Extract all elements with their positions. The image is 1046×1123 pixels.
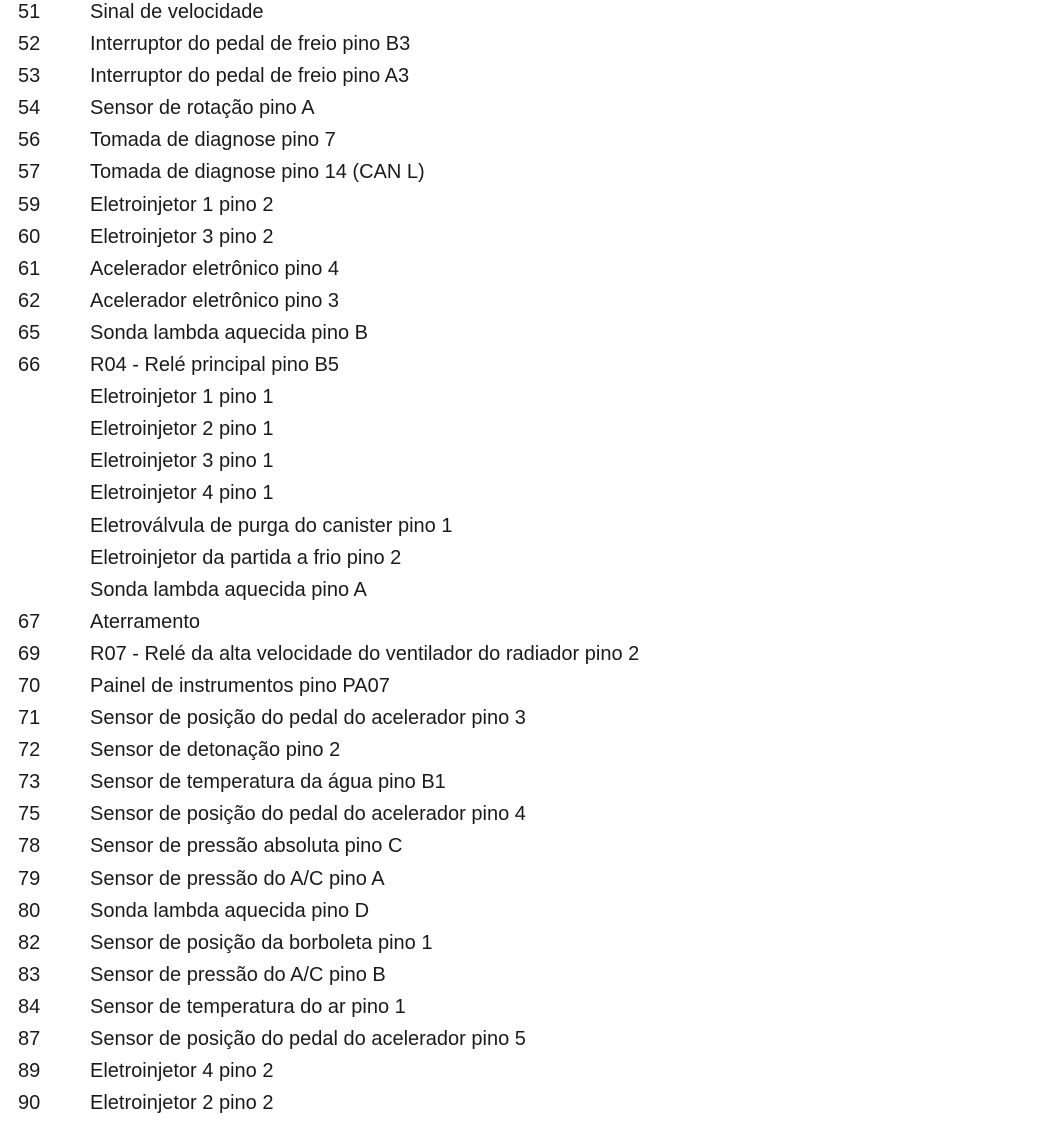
pin-description: Aterramento <box>90 610 201 633</box>
pin-description: Interruptor do pedal de freio pino A3 <box>90 65 410 88</box>
pin-number: 89 <box>18 1060 41 1083</box>
pin-description: Acelerador eletrônico pino 3 <box>90 289 340 312</box>
pin-number: 87 <box>18 1028 41 1050</box>
pin-number: 82 <box>18 931 41 954</box>
pin-description: R07 - Relé da alta velocidade do ventilador do radiador pino 2 <box>90 642 640 665</box>
pin-description: Sensor de rotação pino A <box>90 97 315 120</box>
pin-description: Eletroinjetor 4 pino 2 <box>90 1060 274 1083</box>
pin-description: Sonda lambda aquecida pino B <box>90 321 368 344</box>
pin-description: Acelerador eletrônico pino 4 <box>90 257 340 280</box>
pin-number: 56 <box>18 129 41 152</box>
pin-number: 79 <box>18 867 41 890</box>
pin-description: Sensor de pressão do A/C pino A <box>90 867 385 890</box>
pin-number: 66 <box>18 354 41 377</box>
pin-description: Eletroinjetor da partida a frio pino 2 <box>90 546 402 569</box>
pin-description: Sonda lambda aquecida pino A <box>90 578 367 601</box>
pin-description: Sinal de velocidade <box>90 1 264 23</box>
pin-description: Eletroinjetor 3 pino 2 <box>90 225 274 248</box>
pin-number: 71 <box>18 707 41 730</box>
pin-description: Tomada de diagnose pino 14 (CAN L) <box>90 161 425 184</box>
pin-number: 65 <box>18 321 41 344</box>
pin-number: 59 <box>18 193 41 216</box>
pin-description: Eletroinjetor 1 pino 1 <box>90 386 274 409</box>
pin-description: Eletroinjetor 2 pino 2 <box>90 1092 274 1115</box>
pin-number: 75 <box>18 803 41 826</box>
pin-number: 53 <box>18 65 41 88</box>
pin-description: Sensor de pressão absoluta pino C <box>90 835 403 858</box>
pin-description: Sensor de detonação pino 2 <box>90 739 341 762</box>
pin-number: 61 <box>18 257 41 280</box>
pin-description: Sensor de posição do pedal do acelerador pino 4 <box>90 803 526 826</box>
pin-description: Eletroinjetor 2 pino 1 <box>90 418 274 441</box>
pin-number: 60 <box>18 225 41 248</box>
pin-description: Painel de instrumentos pino PA07 <box>90 674 390 697</box>
pin-description: Sensor de temperatura do ar pino 1 <box>90 995 406 1018</box>
pin-description: Eletroinjetor 1 pino 2 <box>90 193 274 216</box>
pin-description: R04 - Relé principal pino B5 <box>90 354 340 377</box>
pin-number: 73 <box>18 771 41 794</box>
pin-number: 57 <box>18 161 41 184</box>
pin-description: Tomada de diagnose pino 7 <box>90 129 336 152</box>
pin-number: 80 <box>18 899 41 922</box>
pin-description: Sensor de posição do pedal do acelerador pino 3 <box>90 707 526 730</box>
pin-description: Sensor de posição do pedal do acelerador pino 5 <box>90 1028 526 1050</box>
pin-description: Sonda lambda aquecida pino D <box>90 899 370 922</box>
pin-number: 84 <box>18 995 41 1018</box>
pin-number: 52 <box>18 33 41 56</box>
pin-number: 90 <box>18 1092 41 1115</box>
pin-number: 70 <box>18 674 41 697</box>
pin-description: Sensor de temperatura da água pino B1 <box>90 771 446 794</box>
pin-description: Eletroválvula de purga do canister pino 1 <box>90 514 453 537</box>
pin-description: Sensor de posição da borboleta pino 1 <box>90 931 433 954</box>
pin-description: Eletroinjetor 4 pino 1 <box>90 482 274 505</box>
pin-number: 62 <box>18 289 41 312</box>
pin-number: 72 <box>18 739 41 762</box>
pin-description: Interruptor do pedal de freio pino B3 <box>90 33 411 56</box>
pin-number: 69 <box>18 642 41 665</box>
pin-number: 83 <box>18 963 41 986</box>
pin-number: 51 <box>18 1 41 23</box>
pin-number: 67 <box>18 610 41 633</box>
pin-number: 54 <box>18 97 41 120</box>
pin-description: Eletroinjetor 3 pino 1 <box>90 450 274 473</box>
pin-number: 78 <box>18 835 41 858</box>
pin-description: Sensor de pressão do A/C pino B <box>90 963 386 986</box>
